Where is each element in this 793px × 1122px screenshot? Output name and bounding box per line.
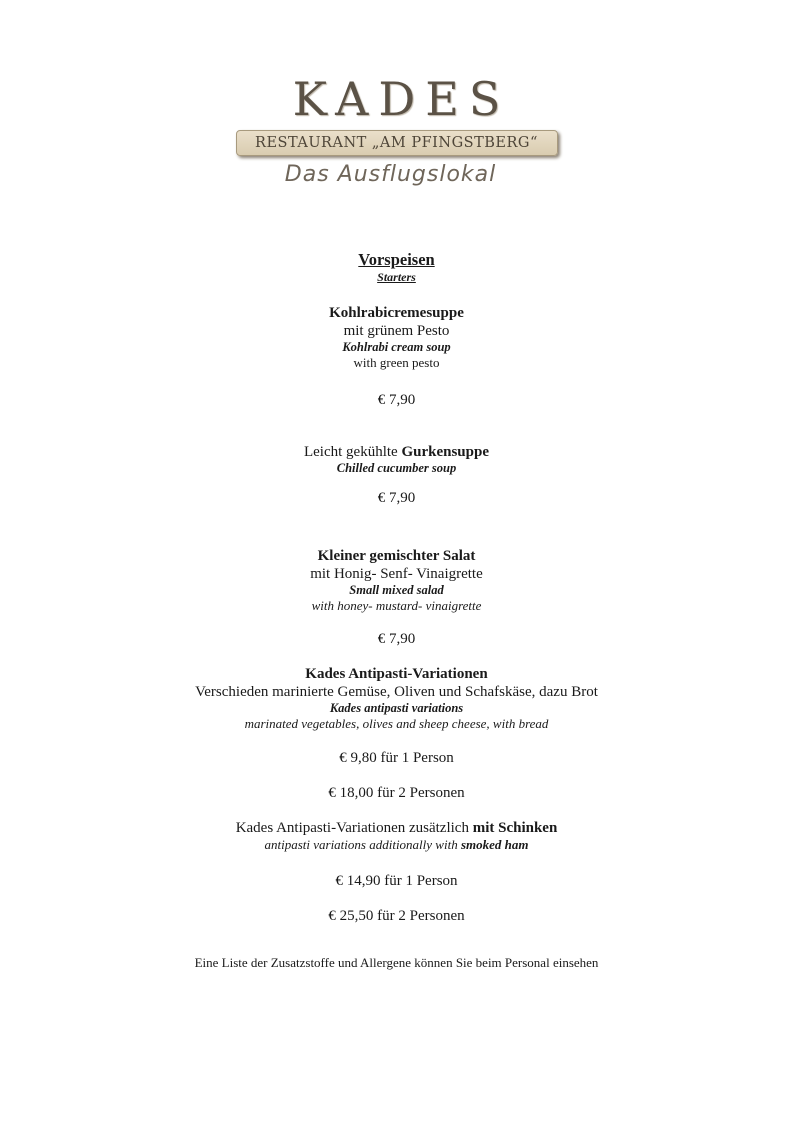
dish-english-prefix: antipasti variations additionally with	[264, 836, 461, 852]
dish-english-description: marinated vegetables, olives and sheep cheese, with bread	[244, 716, 549, 732]
dish-name: Kleiner gemischter Salat	[317, 547, 476, 564]
dish-name: Kohlrabicremesuppe	[329, 305, 464, 322]
logo-tagline: Das Ausflugslokal	[284, 162, 497, 187]
menu-item	[0, 304, 793, 409]
dish-price: € 7,90	[377, 391, 416, 408]
dish-english-name: Chilled cucumber soup	[336, 460, 457, 475]
section-title: Vorspeisen	[358, 250, 435, 269]
section-subtitle: Starters	[377, 269, 416, 284]
dish-english-name: Small mixed salad	[349, 582, 444, 597]
menu-item	[0, 819, 793, 925]
menu-section	[0, 250, 793, 970]
dish-name-bold: Gurkensuppe	[401, 443, 489, 460]
dish-description: mit Honig- Senf- Vinaigrette	[310, 565, 483, 582]
allergen-note: Eine Liste der Zusatzstoffe und Allergene können Sie beim Personal einsehen	[194, 954, 599, 970]
dish-name	[0, 819, 793, 837]
dish-english-name: Kades antipasti variations	[329, 701, 464, 716]
dish-price: € 7,90	[377, 489, 416, 506]
logo-banner: RESTAURANT „AM PFINGSTBERG“	[236, 130, 558, 156]
dish-name: Kades Antipasti-Variationen	[305, 666, 488, 683]
dish-english-name	[0, 837, 793, 853]
dish-description: Verschieden marinierte Gemüse, Oliven und Schafskäse, dazu Brot	[195, 684, 598, 701]
menu-item	[0, 547, 793, 649]
dish-name-bold: mit Schinken	[472, 819, 558, 836]
restaurant-logo	[0, 72, 793, 187]
menu-item	[0, 665, 793, 802]
dish-name	[0, 443, 793, 461]
dish-english-name: Kohlrabi cream soup	[342, 340, 451, 355]
dish-english-description: with honey- mustard- vinaigrette	[311, 597, 482, 613]
dish-english-description: with green pesto	[353, 355, 440, 371]
dish-price: € 14,90 für 1 Person	[335, 872, 458, 889]
dish-price: € 9,80 für 1 Person	[339, 749, 454, 766]
dish-price: € 18,00 für 2 Personen	[328, 784, 465, 801]
menu-item	[0, 443, 793, 507]
dish-english-bold: smoked ham	[460, 836, 529, 852]
dish-description: mit grünem Pesto	[343, 323, 450, 340]
logo-name: KADES	[292, 72, 511, 126]
dish-name-prefix: Leicht gekühlte	[303, 443, 402, 460]
dish-price: € 25,50 für 2 Personen	[328, 907, 465, 924]
dish-name-prefix: Kades Antipasti-Variationen zusätzlich	[235, 819, 473, 836]
dish-price: € 7,90	[377, 631, 416, 648]
